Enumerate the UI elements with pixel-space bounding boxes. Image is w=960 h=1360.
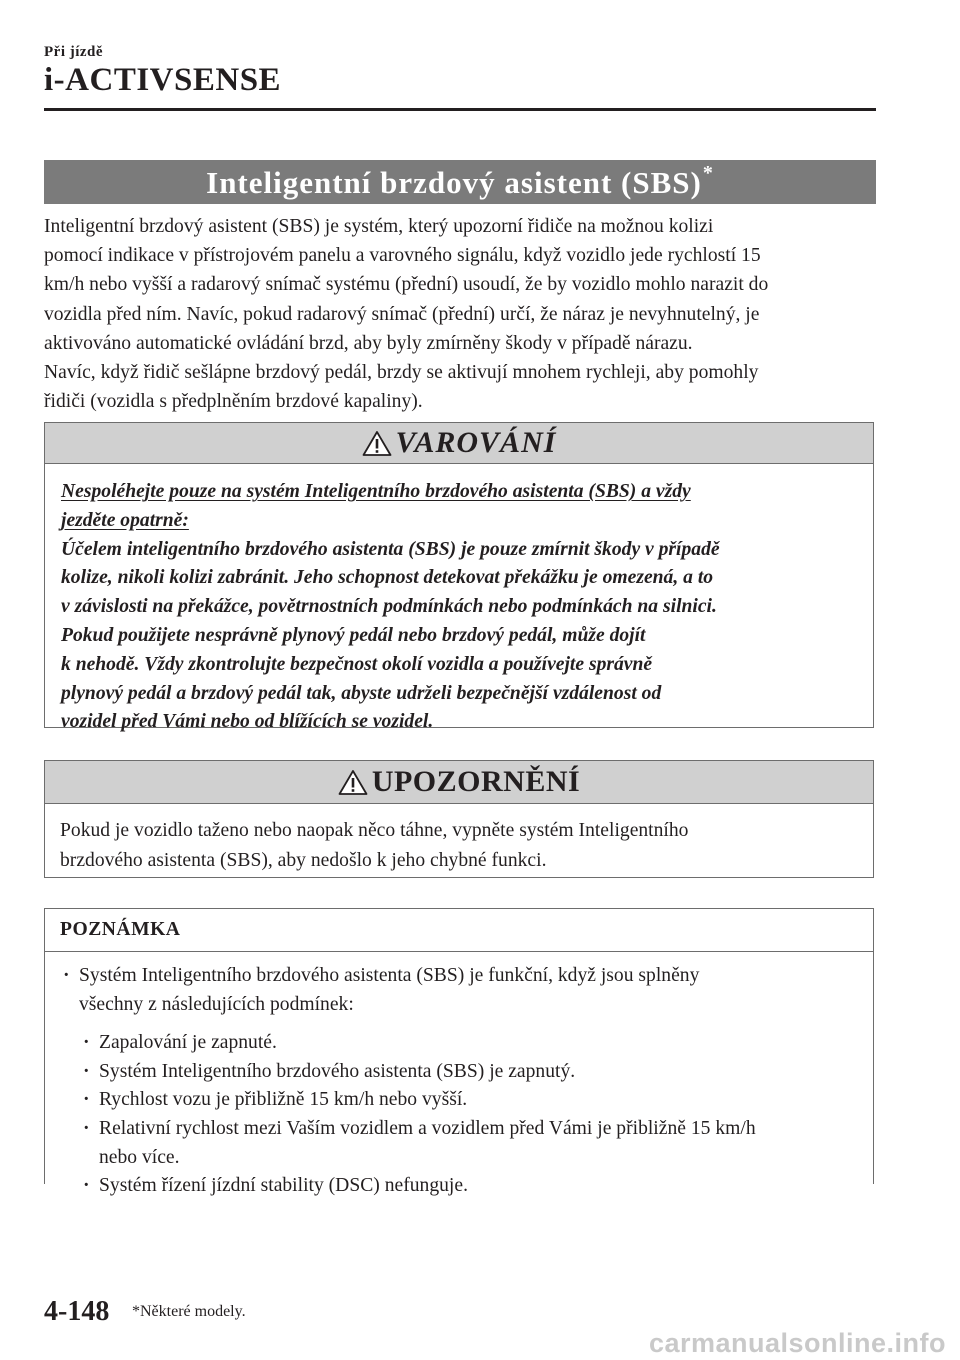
warning-lead-line: jezděte opatrně:	[61, 509, 189, 531]
condition-text: Relativní rychlost mezi Vaším vozidlem a vozidlem před Vámi je přibližně 15 km/h	[99, 1117, 756, 1139]
note-intro-line: Systém Inteligentního brzdového asistenta (SBS) je funkční, když jsou splněny	[79, 965, 700, 986]
intro-line: pomocí indikace v přístrojovém panelu a varovného signálu, když vozidlo jede rychlostí 15	[44, 245, 761, 267]
warning-title: VAROVÁNÍ	[395, 426, 557, 459]
warning-line: k nehodě. Vždy zkontrolujte bezpečnost okolí vozidla a používejte správně	[61, 653, 653, 675]
breadcrumb: Při jízdě	[44, 44, 104, 60]
warning-triangle-icon	[362, 430, 392, 457]
warning-line: vozidel před Vámi nebo od blížících se vozidel.	[61, 711, 434, 733]
watermark: carmanualsonline.info	[648, 1328, 946, 1358]
page-heading	[44, 160, 876, 204]
intro-line: aktivováno automatické ovládání brzd, aby byly zmírněny škody v případě nárazu.	[44, 332, 693, 354]
page-number: 4-148	[44, 1296, 110, 1327]
warning-body	[45, 464, 873, 737]
note-box	[44, 908, 874, 1197]
intro-line: řidiči (vozidla s předplněním brzdové kapaliny).	[44, 391, 423, 413]
warning-lead-line: Nespoléhejte pouze na systém Inteligentního brzdového asistenta (SBS) a vždy	[61, 481, 691, 502]
caution-line: brzdového asistenta (SBS), aby nedošlo k jeho chybné funkci.	[60, 849, 547, 871]
note-intro-item	[60, 962, 858, 1019]
condition-item	[80, 1058, 858, 1087]
intro-line: Inteligentní brzdový asistent (SBS) je systém, který upozorní řidiče na možnou kolizi	[44, 216, 714, 237]
section-title: i-ACTIVSENSE	[44, 62, 282, 98]
condition-text: Systém Inteligentního brzdového asistenta (SBS) je zapnutý.	[99, 1060, 576, 1082]
caution-title: UPOZORNĚNÍ	[371, 765, 581, 798]
intro-line: vozidla před ním. Navíc, pokud radarový snímač (přední) určí, že náraz je nevyhnutelný, je	[44, 303, 760, 325]
page-heading-text: Inteligentní brzdový asistent (SBS)	[206, 165, 702, 200]
caution-header	[45, 761, 873, 804]
warning-line: Účelem inteligentního brzdového asistenta (SBS) je pouze zmírnit škody v případě	[61, 538, 720, 560]
intro-line: Navíc, když řidič sešlápne brzdový pedál, brzdy se aktivují mnohem rychleji, aby pomohly	[44, 362, 759, 384]
note-intro-line: všechny z následujících podmínek:	[79, 993, 354, 1015]
condition-text: nebo více.	[99, 1146, 180, 1168]
intro-line: km/h nebo vyšší a radarový snímač systému (přední) usoudí, že by vozidlo mohlo narazit do	[44, 274, 769, 296]
caution-box	[44, 760, 874, 878]
condition-item	[80, 1086, 858, 1115]
condition-text: Systém řízení jízdní stability (DSC) nefunguje.	[99, 1175, 468, 1197]
caution-line: Pokud je vozidlo taženo nebo naopak něco táhne, vypněte systém Inteligentního	[60, 820, 689, 841]
warning-line: kolize, nikoli kolizi zabránit. Jeho schopnost detekovat překážku je omezená, a to	[61, 567, 714, 589]
page-heading-asterisk: *	[702, 162, 714, 184]
footnote: *Některé modely.	[132, 1303, 246, 1320]
warning-triangle-icon	[338, 769, 368, 796]
condition-text: Rychlost vozu je přibližně 15 km/h nebo vyšší.	[99, 1089, 468, 1111]
condition-text: Zapalování je zapnuté.	[99, 1032, 277, 1054]
condition-item	[80, 1115, 858, 1172]
note-body	[45, 952, 873, 1201]
condition-item	[80, 1029, 858, 1058]
caution-body	[45, 804, 873, 875]
note-title: POZNÁMKA	[45, 909, 873, 952]
warning-line: plynový pedál a brzdový pedál tak, abyste udrželi bezpečnější vzdálenost od	[61, 682, 662, 704]
intro-paragraph	[44, 212, 884, 416]
warning-line: v závislosti na překážce, povětrnostních podmínkách nebo podmínkách na silnici.	[61, 596, 717, 618]
warning-line: Pokud použijete nesprávně plynový pedál nebo brzdový pedál, může dojít	[61, 624, 646, 646]
warning-header	[45, 423, 873, 464]
header-rule	[44, 108, 876, 111]
warning-box	[44, 422, 874, 733]
condition-item	[80, 1172, 858, 1201]
